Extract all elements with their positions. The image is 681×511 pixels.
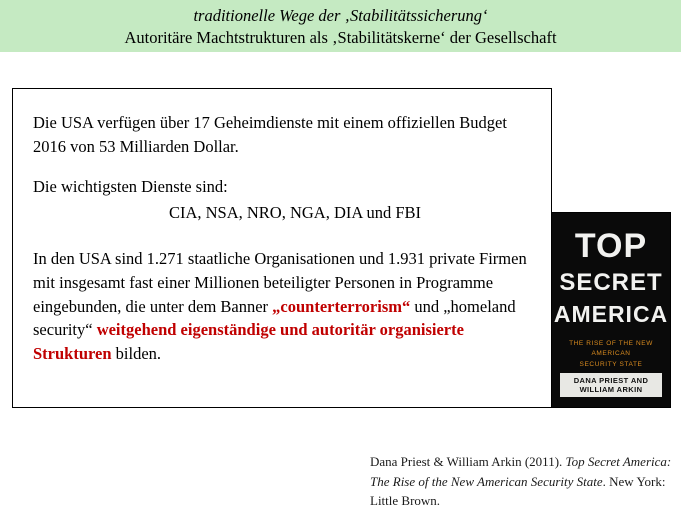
header-title-line-2: Autoritäre Machtstrukturen als ‚Stabilitätskerne‘ der Gesellschaft (124, 28, 557, 47)
book-cover-authors: DANA PRIEST AND WILLIAM ARKIN (560, 373, 662, 397)
paragraph-organizations (33, 247, 531, 367)
citation (370, 452, 675, 511)
paragraph-intelligence-budget: Die USA verfügen über 17 Geheimdienste mit einem offiziellen Budget 2016 von 53 Milliarden Dollar. (33, 113, 507, 156)
citation-publisher: . New York: Little Brown. (370, 473, 666, 508)
paragraph-organizations-part3: bilden. (111, 344, 162, 364)
citation-authors-year: Dana Priest & William Arkin (2011). (370, 454, 566, 469)
book-cover-image (551, 212, 671, 408)
header-title-line-1: traditionelle Wege der ‚Stabilitätssicherung‘ (193, 5, 488, 25)
paragraph-organizations-part1: In den USA sind 1.271 staatliche Organisationen und 1.931 private Firmen mit insgesamt fast einer Millionen beteiligter Personen in Programme eingebunden, die unter dem Banner (33, 248, 527, 316)
book-cover-title-mid: SECRET (559, 269, 663, 296)
book-cover-subtitle-line-2: SECURITY STATE (579, 360, 643, 368)
paragraph-organizations-part2: und „homeland security“ (33, 296, 516, 340)
book-cover-title-top: TOP (574, 227, 648, 265)
paragraph-main-agencies-label: Die wichtigsten Dienste sind: (33, 176, 228, 196)
agency-list: CIA, NSA, NRO, NGA, DIA und FBI (168, 202, 422, 222)
book-cover-title-low: AMERICA (553, 301, 669, 327)
citation-title: Top Secret America: The Rise of the New American Security State (370, 454, 672, 489)
content-text-box (12, 88, 552, 408)
highlight-autonomous-structures: weitgehend eigenständige und autoritär organisierte Strukturen (33, 320, 464, 364)
header-banner (0, 0, 681, 52)
book-cover-subtitle (552, 339, 670, 370)
highlight-counterterrorism: „counterterrorism“ (272, 296, 411, 316)
book-cover-subtitle-line-1: THE RISE OF THE NEW AMERICAN (569, 340, 653, 358)
